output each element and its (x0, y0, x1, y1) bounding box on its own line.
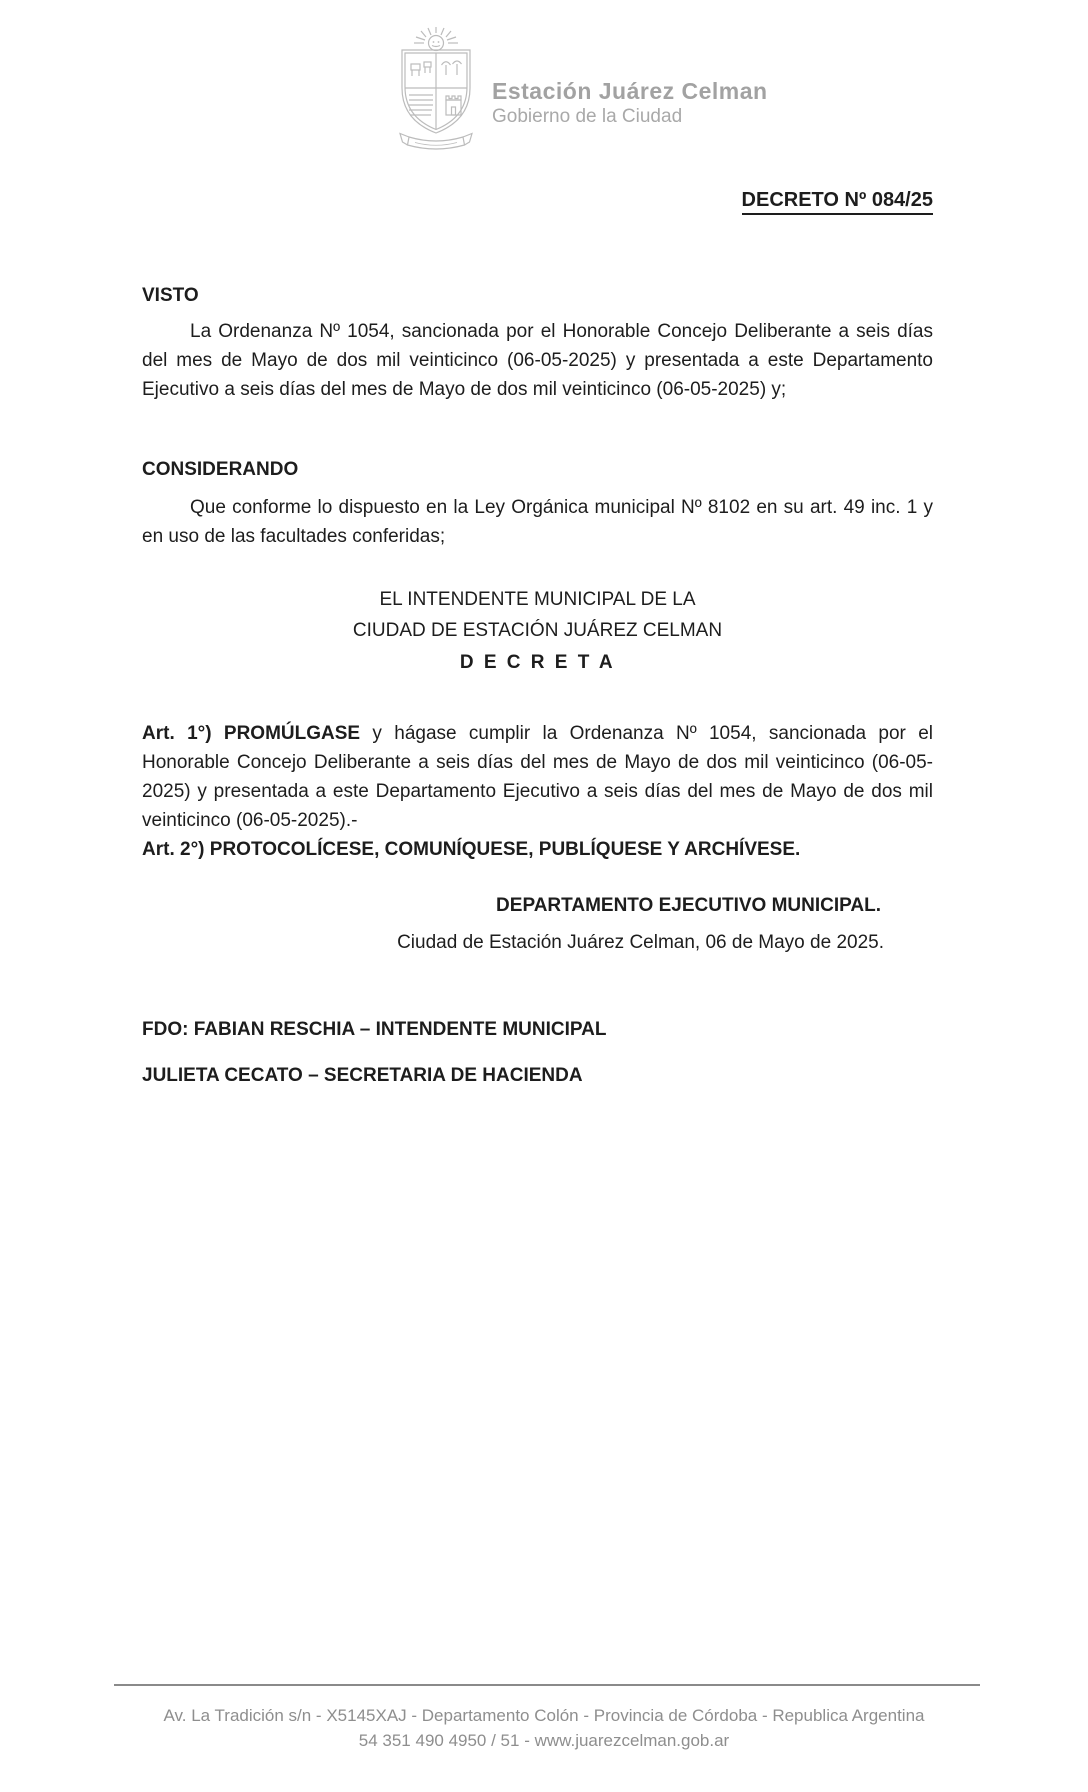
footer-address: Av. La Tradición s/n - X5145XAJ - Departamento Colón - Provincia de Córdoba - Republica Argentina (163, 1706, 925, 1725)
decree-number: DECRETO Nº 084/25 (142, 189, 933, 215)
considerando-heading: CONSIDERANDO (142, 459, 299, 480)
visto-paragraph: La Ordenanza Nº 1054, sancionada por el Honorable Concejo Deliberante a seis días del mes de Mayo de dos mil veinticinco (06-05-2025) y presentada a este Departamento Ejecutivo a seis días del mes de Mayo de dos mil veinticinco (06-05-2025) y; (142, 321, 933, 400)
footer-divider (114, 1684, 980, 1686)
authority-heading (142, 584, 933, 646)
signature-secretaria: JULIETA CECATO – SECRETARIA DE HACIENDA (142, 1065, 583, 1086)
executive-department-line: DEPARTAMENTO EJECUTIVO MUNICIPAL. (496, 895, 881, 916)
article-1-label: Art. 1°) PROMÚLGASE (142, 723, 361, 744)
article-1-paragraph (142, 719, 933, 835)
decreta-heading: D E C R E T A (459, 652, 616, 673)
org-name: Estación Juárez Celman (492, 78, 768, 104)
article-2-paragraph: Art. 2°) PROTOCOLÍCESE, COMUNÍQUESE, PUBLÍQUESE Y ARCHÍVESE. (142, 839, 801, 860)
footer-contact: 54 351 490 4950 / 51 - www.juarezcelman.gob.ar (358, 1731, 730, 1750)
considerando-paragraph: Que conforme lo dispuesto en la Ley Orgánica municipal Nº 8102 en su art. 49 inc. 1 y en uso de las facultades conferidas; (142, 497, 933, 547)
footer (0, 1703, 1088, 1753)
signature-intendente: FDO: FABIAN RESCHIA – INTENDENTE MUNICIPAL (142, 1019, 607, 1040)
city-date-line: Ciudad de Estación Juárez Celman, 06 de Mayo de 2025. (397, 932, 884, 953)
authority-line-2: CIUDAD DE ESTACIÓN JUÁREZ CELMAN (352, 620, 723, 641)
visto-heading: VISTO (142, 285, 199, 306)
org-subtitle: Gobierno de la Ciudad (492, 106, 683, 127)
authority-line-1: EL INTENDENTE MUNICIPAL DE LA (379, 589, 696, 610)
document-body (142, 0, 933, 1792)
article-1-text: y hágase cumplir la Ordenanza Nº 1054, sancionada por el Honorable Concejo Deliberante a seis días del mes de Mayo de dos mil veinticinco (06-05-2025) y presentada a este Departamento Ejecutivo a seis días del mes de Mayo de dos mil veinticinco (06-05-2025).- (142, 723, 933, 831)
